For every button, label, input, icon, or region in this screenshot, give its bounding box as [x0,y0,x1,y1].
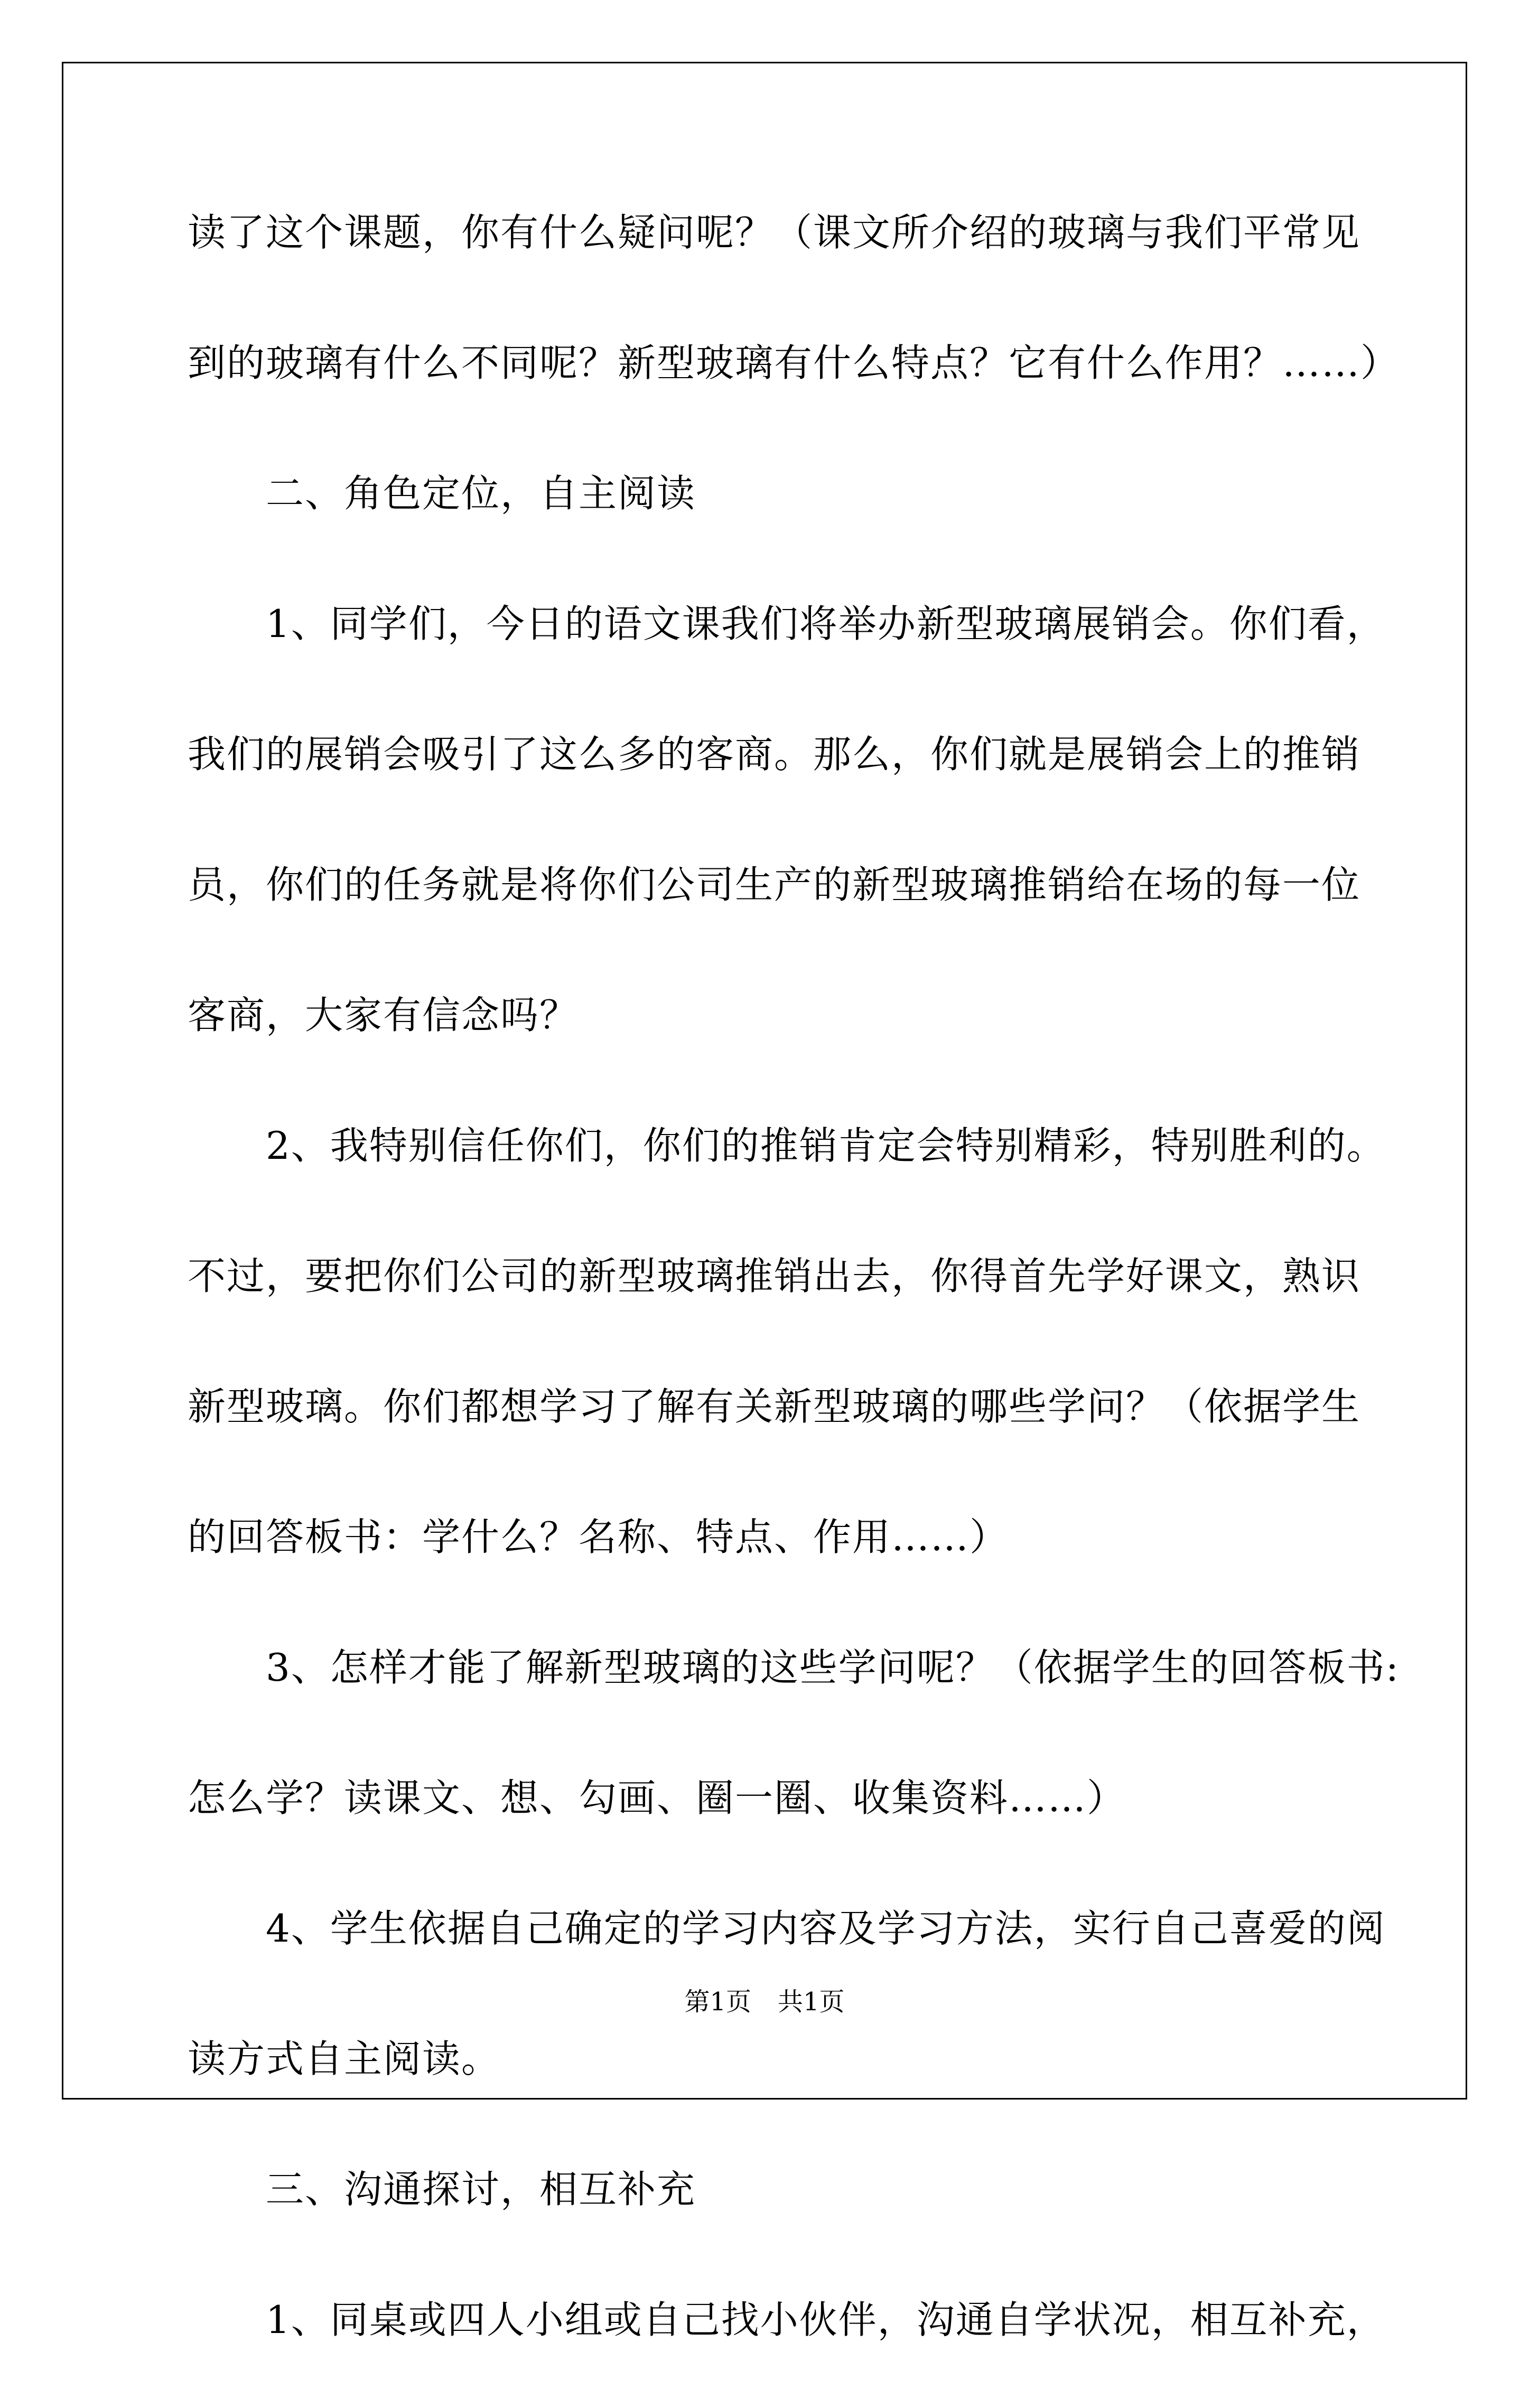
text-line: 读了这个课题，你有什么疑问呢？（课文所介绍的玻璃与我们平常见 [188,210,1361,255]
text-line: 的回答板书：学什么？名称、特点、作用……） [188,1515,1009,1559]
text-line: 到的玻璃有什么不同呢？新型玻璃有什么特点？它有什么作用？……） [188,341,1400,385]
text-line: 4、学生依据自己确定的学习内容及学习方法，实行自己喜爱的阅 [266,1906,1386,1951]
text-line: 员，你们的任务就是将你们公司生产的新型玻璃推销给在场的每一位 [188,863,1361,907]
text-line: 新型玻璃。你们都想学习了解有关新型玻璃的哪些学问？（依据学生 [188,1384,1361,1429]
text-line: 读方式自主阅读。 [188,2037,501,2081]
page-footer [0,1986,1529,2018]
section-heading: 三、沟通探讨，相互补充 [266,2167,696,2212]
document-body [188,190,1400,2408]
text-line: 我们的展销会吸引了这么多的客商。那么，你们就是展销会上的推销 [188,732,1361,776]
page-number-current: 第1页 [684,1987,751,2017]
text-line: 2、我特别信任你们，你们的推销肯定会特别精彩，特别胜利的。 [266,1123,1386,1168]
text-line: 不过，要把你们公司的新型玻璃推销出去，你得首先学好课文，熟识 [188,1254,1361,1298]
text-line: 1、同桌或四人小组或自己找小伙伴，沟通自学状况，相互补充， [266,2298,1386,2342]
text-line: 客商，大家有信念吗？ [188,993,579,1037]
text-line: 1、同学们，今日的语文课我们将举办新型玻璃展销会。你们看， [266,602,1386,646]
section-heading: 二、角色定位，自主阅读 [266,471,696,516]
text-line: 3、怎样才能了解新型玻璃的这些学问呢？（依据学生的回答板书: [266,1645,1400,1690]
page-number-total: 共1页 [778,1987,845,2017]
text-line: 怎么学？读课文、想、勾画、圈一圈、收集资料……） [188,1776,1126,1820]
